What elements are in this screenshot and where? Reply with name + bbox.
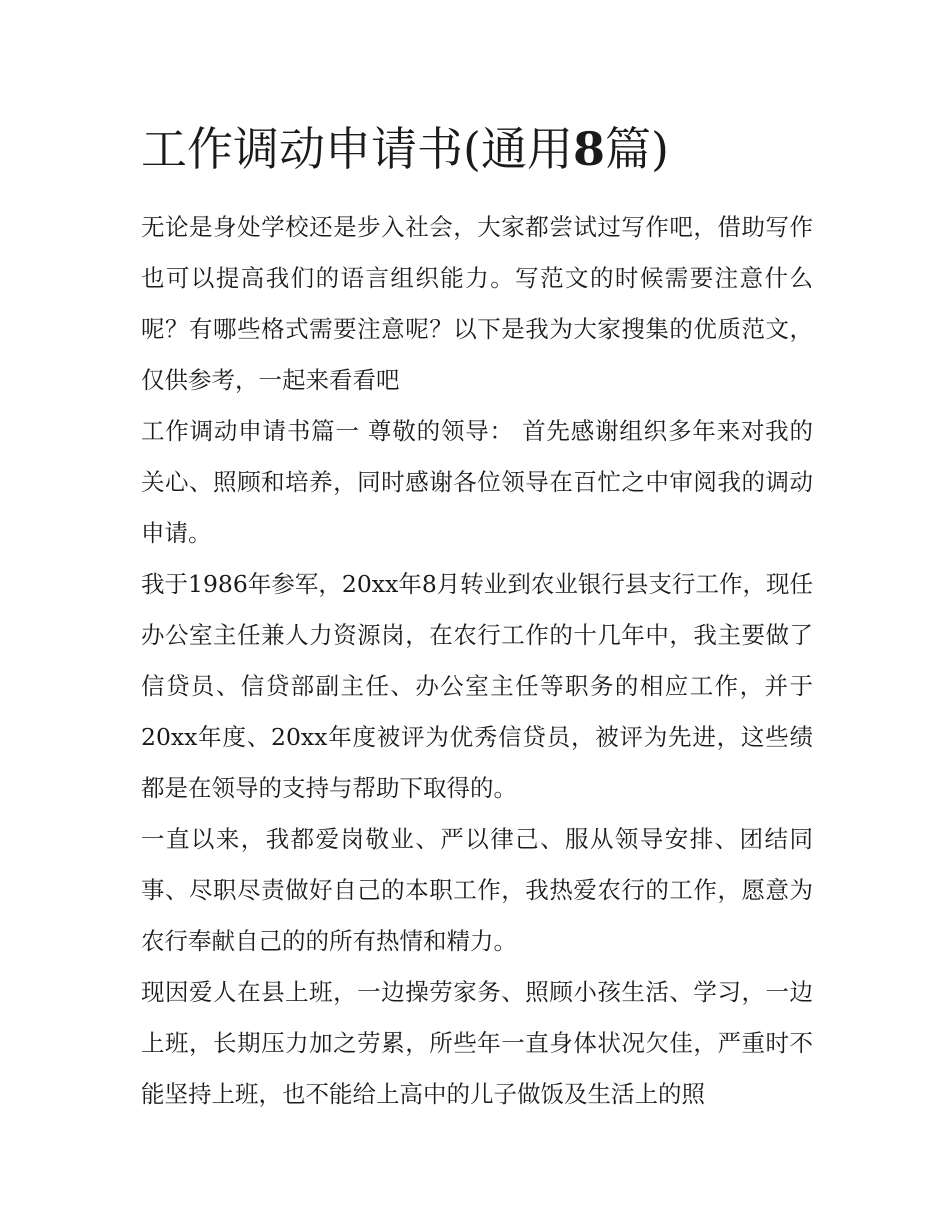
paragraph-attitude: 一直以来，我都爱岗敬业、严以律己、服从领导安排、团结同事、尽职尽责做好自己的本职工作，我热爱农行的工作，愿意为农行奉献自己的的所有热情和精力。 — [141, 825, 813, 955]
paragraph-reason: 现因爱人在县上班，一边操劳家务、照顾小孩生活、学习，一边上班，长期压力加之劳累，所些年一直身体状况欠佳，严重时不能坚持上班，也不能给上高中的儿子做饭及生活上的照 — [141, 978, 813, 1108]
document-body — [141, 202, 813, 1120]
document-page — [141, 118, 813, 1120]
document-title — [141, 118, 813, 180]
paragraph-salutation: 工作调动申请书篇一 尊敬的领导： 首先感谢组织多年来对我的关心、照顾和培养，同时感谢各位领导在百忙之中审阅我的调动申请。 — [141, 417, 813, 547]
title-number: 8 — [572, 122, 605, 176]
title-prefix: 工作调动申请书(通用 — [141, 122, 573, 176]
paragraph-intro: 无论是身处学校还是步入社会，大家都尝试过写作吧，借助写作也可以提高我们的语言组织能力。写范文的时候需要注意什么呢？有哪些格式需要注意呢？以下是我为大家搜集的优质范文，仅供参考，一起来看看吧 — [141, 213, 813, 394]
paragraph-background: 我于1986年参军，20xx年8月转业到农业银行县支行工作，现任办公室主任兼人力资源岗，在农行工作的十几年中，我主要做了信贷员、信贷部副主任、办公室主任等职务的相应工作，并于20xx年度、20xx年度被评为优秀信贷员，被评为先进，这些绩都是在领导的支持与帮助下取得的。 — [141, 570, 813, 802]
title-suffix: 篇) — [604, 122, 669, 176]
